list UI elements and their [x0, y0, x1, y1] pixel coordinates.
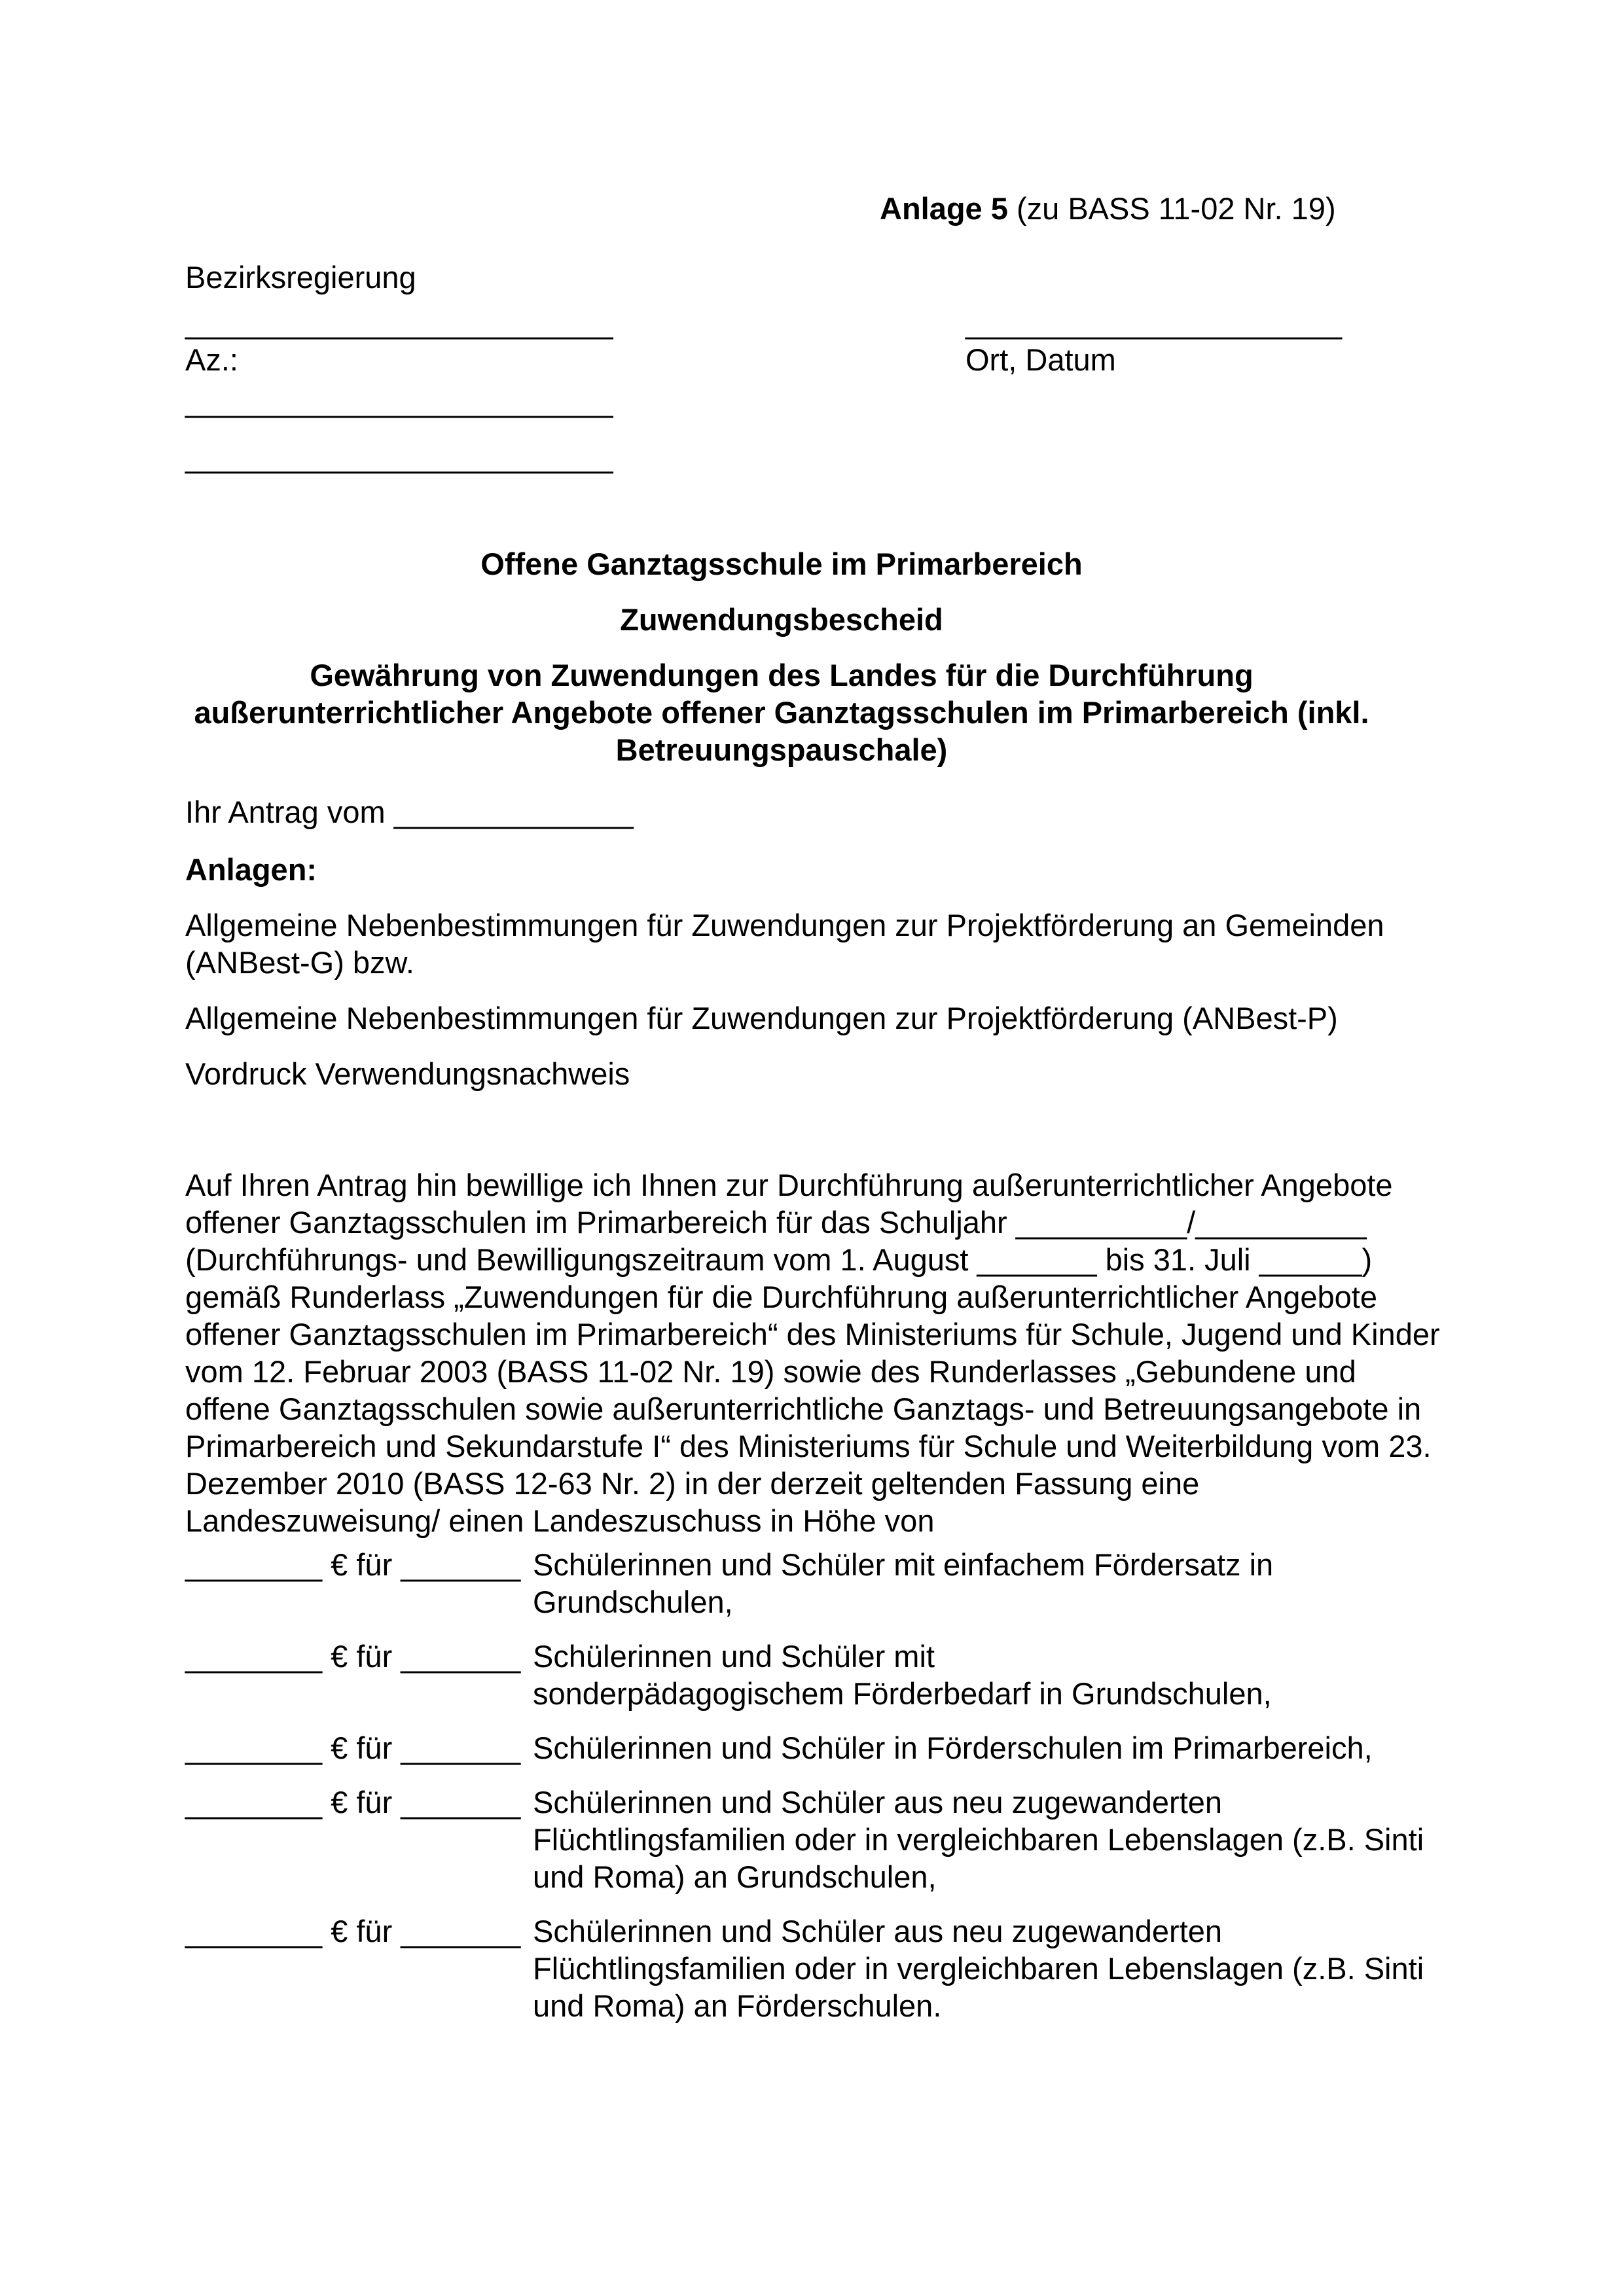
blank-file-number-line: _________________________: [185, 384, 613, 418]
amount-blank-fields: ________ € für _______: [185, 1785, 521, 1820]
header-fields: [185, 304, 1378, 475]
grant-paragraph-line: gemäß Runderlass „Zuwendungen für die Durchführung außerunterrichtlicher Angebote: [185, 1280, 1377, 1314]
grant-paragraph-line: Auf Ihren Antrag hin bewillige ich Ihnen zur Durchführung außerunterrichtlicher Angebote: [185, 1168, 1393, 1202]
grant-amount-item: [185, 1729, 1378, 1767]
annex-reference-number: Anlage 5: [880, 191, 1008, 226]
attachment-item: [185, 1055, 1378, 1092]
amount-description: [533, 1784, 1424, 1895]
amount-description-line: Schülerinnen und Schüler mit: [533, 1639, 935, 1674]
amount-description: [533, 1546, 1378, 1621]
grant-amount-list: [185, 1546, 1424, 2024]
grant-amount-item: [185, 1638, 1378, 1712]
amount-description-line: sonderpädagogischem Förderbedarf in Grundschulen,: [533, 1676, 1272, 1711]
attachments-heading: Anlagen:: [185, 852, 317, 887]
document-subtitle: Zuwendungsbescheid: [620, 602, 943, 637]
attachment-line: Allgemeine Nebenbestimmungen für Zuwendungen zur Projektförderung an Gemeinden: [185, 908, 1384, 942]
grant-amount-item: [185, 1546, 1378, 1621]
grant-paragraph-line: Dezember 2010 (BASS 12-63 Nr. 2) in der derzeit geltenden Fassung eine: [185, 1466, 1200, 1501]
amount-description-line: und Roma) an Grundschulen,: [533, 1859, 937, 1894]
annex-reference: [880, 190, 1378, 227]
amount-blank-fields: ________ € für _______: [185, 1639, 521, 1674]
amount-description: [533, 1729, 1378, 1767]
document-title: Offene Ganztagsschule im Primarbereich: [480, 547, 1083, 581]
amount-blank-fields: ________ € für _______: [185, 1731, 521, 1765]
place-date-label: Ort, Datum: [965, 342, 1116, 377]
amount-blank-fields: ________ € für _______: [185, 1547, 521, 1582]
amount-blank-fields: ________ € für _______: [185, 1914, 521, 1948]
amount-description-line: Schülerinnen und Schüler aus neu zugewanderten: [533, 1785, 1223, 1820]
amount-description-line: Grundschulen,: [533, 1585, 733, 1619]
title-block: [185, 545, 1378, 768]
grant-amount-item: [185, 1912, 1424, 2024]
blank-extra-line: _________________________: [185, 439, 613, 474]
header-right-column: [965, 304, 1378, 475]
annex-reference-detail: (zu BASS 11-02 Nr. 19): [1007, 191, 1336, 226]
grant-paragraph-line: Landeszuweisung/ einen Landeszuschuss in Höhe von: [185, 1503, 935, 1538]
amount-description-line: Flüchtlingsfamilien oder in vergleichbaren Lebenslagen (z.B. Sinti: [533, 1822, 1424, 1857]
attachment-item: [185, 999, 1378, 1037]
attachment-line: Vordruck Verwendungsnachweis: [185, 1056, 630, 1091]
amount-description-line: und Roma) an Förderschulen.: [533, 1988, 942, 2023]
grant-paragraph-line: Primarbereich und Sekundarstufe I“ des Ministeriums für Schule und Weiterbildung vom 23.: [185, 1429, 1432, 1463]
grant-subject-heading: [185, 656, 1378, 768]
grant-paragraph-line: vom 12. Februar 2003 (BASS 11-02 Nr. 19) sowie des Runderlasses „Gebundene und: [185, 1354, 1356, 1389]
grant-amount-item: [185, 1784, 1424, 1895]
sender-label: Bezirksregierung: [185, 260, 416, 295]
grant-paragraph-line: offener Ganztagsschulen im Primarbereich“ des Ministeriums für Schule, Jugend und Kinder: [185, 1317, 1440, 1352]
grant-paragraph-line: offener Ganztagsschulen im Primarbereich für das Schuljahr __________/__________: [185, 1205, 1367, 1240]
header-left-column: [185, 304, 643, 475]
amount-description: [533, 1638, 1378, 1712]
attachment-item: [185, 906, 1384, 981]
grant-subject-line: außerunterrichtlicher Angebote offener Ganztagsschulen im Primarbereich (inkl.: [194, 695, 1369, 730]
amount-description: [533, 1912, 1424, 2024]
grant-paragraph-line: offene Ganztagsschulen sowie außerunterrichtliche Ganztags- und Betreuungsangebote in: [185, 1391, 1422, 1426]
file-number-label: Az.:: [185, 342, 238, 377]
blank-sender-line: _________________________: [185, 305, 613, 340]
amount-description-line: Schülerinnen und Schüler in Förderschulen im Primarbereich,: [533, 1731, 1373, 1765]
blank-place-date-line: ______________________: [965, 305, 1343, 340]
amount-description-line: Schülerinnen und Schüler mit einfachem Fördersatz in: [533, 1547, 1274, 1582]
grant-paragraph-line: (Durchführungs- und Bewilligungszeitraum vom 1. August _______ bis 31. Juli ______): [185, 1242, 1373, 1277]
amount-description-line: Flüchtlingsfamilien oder in vergleichbaren Lebenslagen (z.B. Sinti: [533, 1951, 1424, 1986]
application-date-line: Ihr Antrag vom ______________: [185, 795, 634, 829]
grant-paragraph: [185, 1166, 1440, 1539]
attachment-line: Allgemeine Nebenbestimmungen für Zuwendungen zur Projektförderung (ANBest-P): [185, 1001, 1338, 1035]
amount-description-line: Schülerinnen und Schüler aus neu zugewanderten: [533, 1914, 1223, 1948]
grant-subject-line: Gewährung von Zuwendungen des Landes für die Durchführung: [310, 658, 1254, 692]
attachment-line: (ANBest-G) bzw.: [185, 945, 414, 980]
grant-subject-line: Betreuungspauschale): [615, 732, 948, 767]
